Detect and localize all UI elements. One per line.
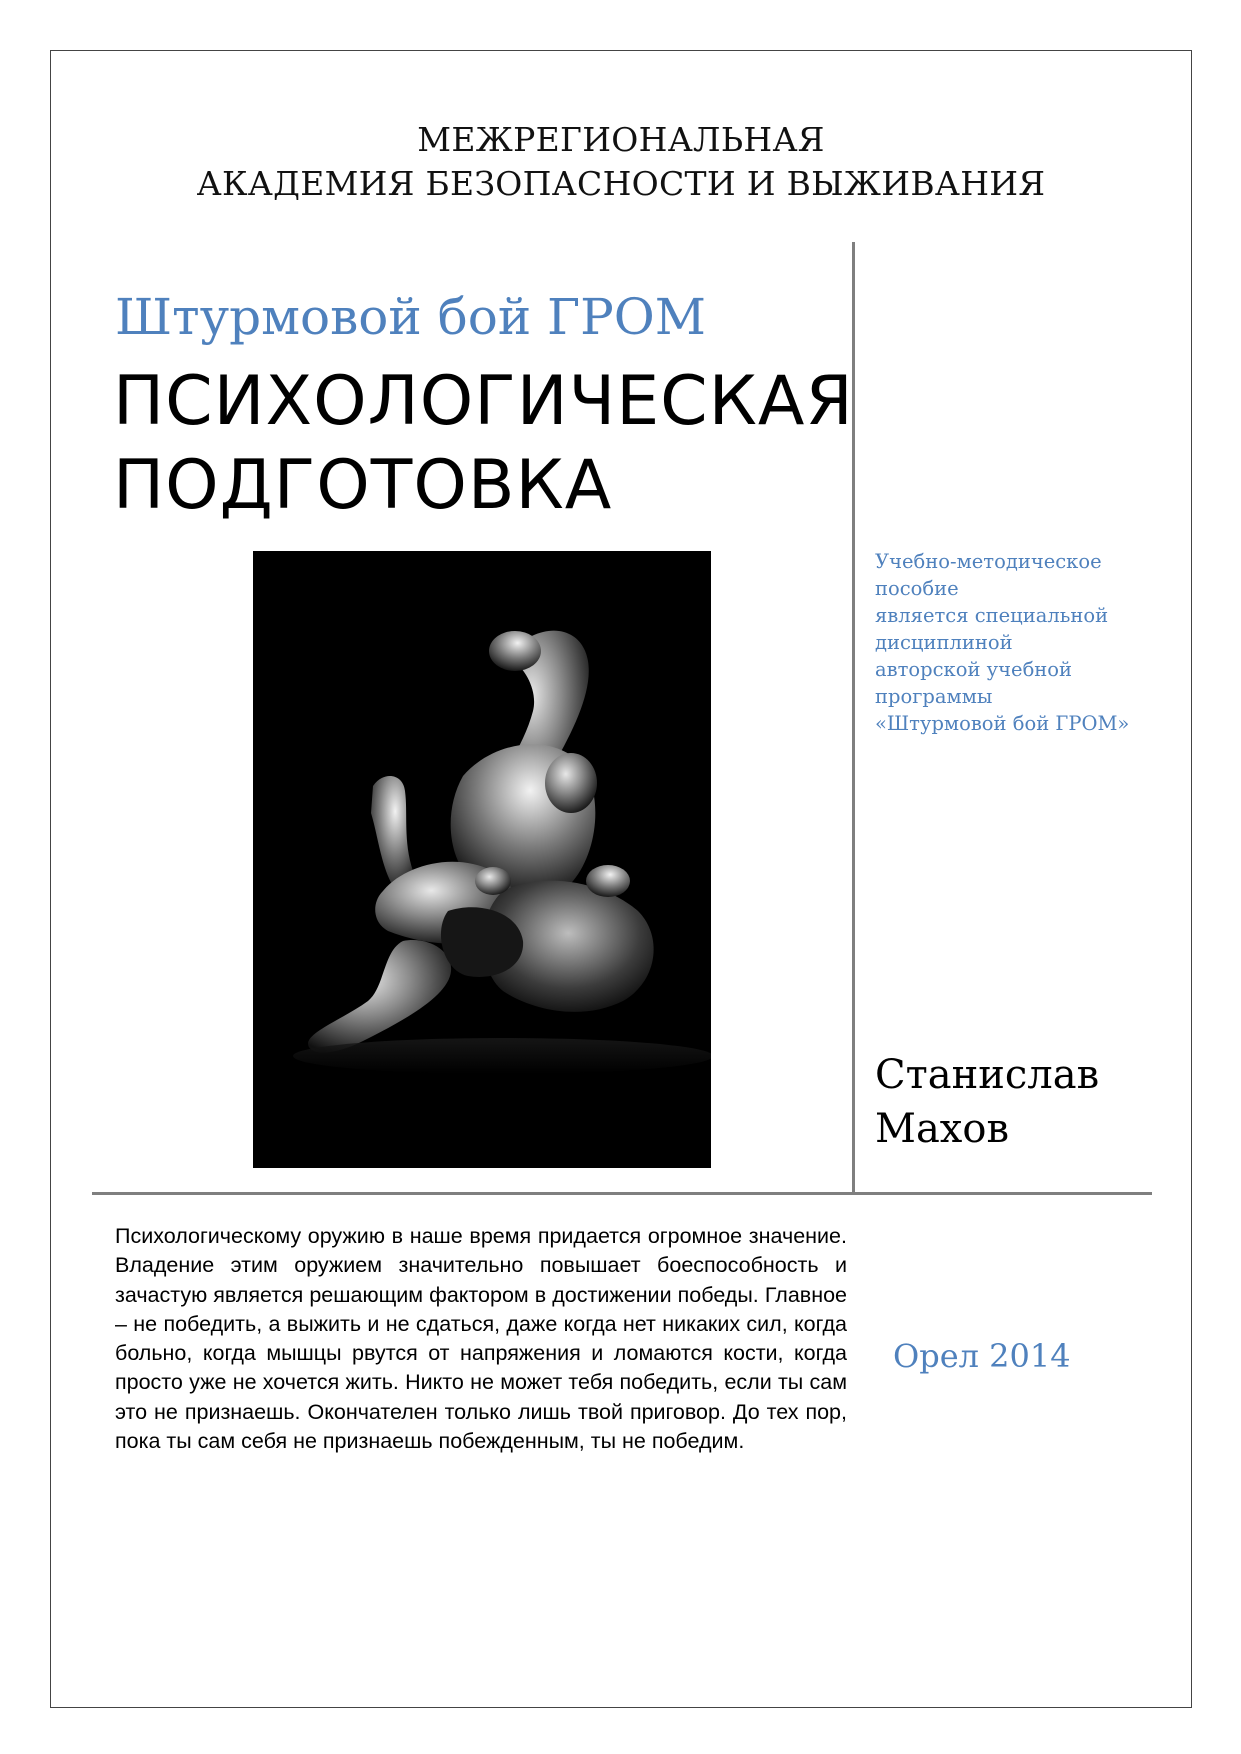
description-line: дисциплиной xyxy=(875,631,1013,654)
description-line: «Штурмовой бой ГРОМ» xyxy=(875,712,1130,735)
book-description xyxy=(875,548,1129,737)
organization-name xyxy=(50,118,1192,206)
author-last-name: Махов xyxy=(875,1106,1009,1152)
horizontal-divider xyxy=(92,1192,1152,1195)
cover-photo-fighters xyxy=(253,551,711,1168)
cover-title xyxy=(113,360,854,528)
description-line: программы xyxy=(875,685,993,708)
description-line: пособие xyxy=(875,577,959,600)
description-line: авторской учебной xyxy=(875,658,1073,681)
organization-line-1: МЕЖРЕГИОНАЛЬНАЯ xyxy=(417,120,825,159)
cover-subtitle: Штурмовой бой ГРОМ xyxy=(115,288,706,346)
imprint-place-year: Орел 2014 xyxy=(893,1337,1071,1375)
cover-title-line-1: ПСИХОЛОГИЧЕСКАЯ xyxy=(113,362,854,441)
cover-title-line-2: ПОДГОТОВКА xyxy=(113,446,613,525)
author-first-name: Станислав xyxy=(875,1052,1100,1098)
description-line: является специальной xyxy=(875,604,1109,627)
author-name xyxy=(875,1048,1099,1156)
description-line: Учебно-методическое xyxy=(875,550,1102,573)
abstract-paragraph: Психологическому оружию в наше время придается огромное значение. Владение этим оружием значительно повышает боеспособность и зачастую является решающим фактором в достижении победы. Главное – не победить, а выжить и не сдаться, даже когда нет никаких сил, когда больно, когда мышцы рвутся от напряжения и ломаются кости, когда просто уже не хочется жить. Никто не может тебя победить, если ты сам это не признаешь. Окончателен только лишь твой приговор. До тех пор, пока ты сам себя не признаешь побежденным, ты не победим. xyxy=(115,1224,847,1454)
organization-line-2: АКАДЕМИЯ БЕЗОПАСНОСТИ И ВЫЖИВАНИЯ xyxy=(196,164,1046,203)
